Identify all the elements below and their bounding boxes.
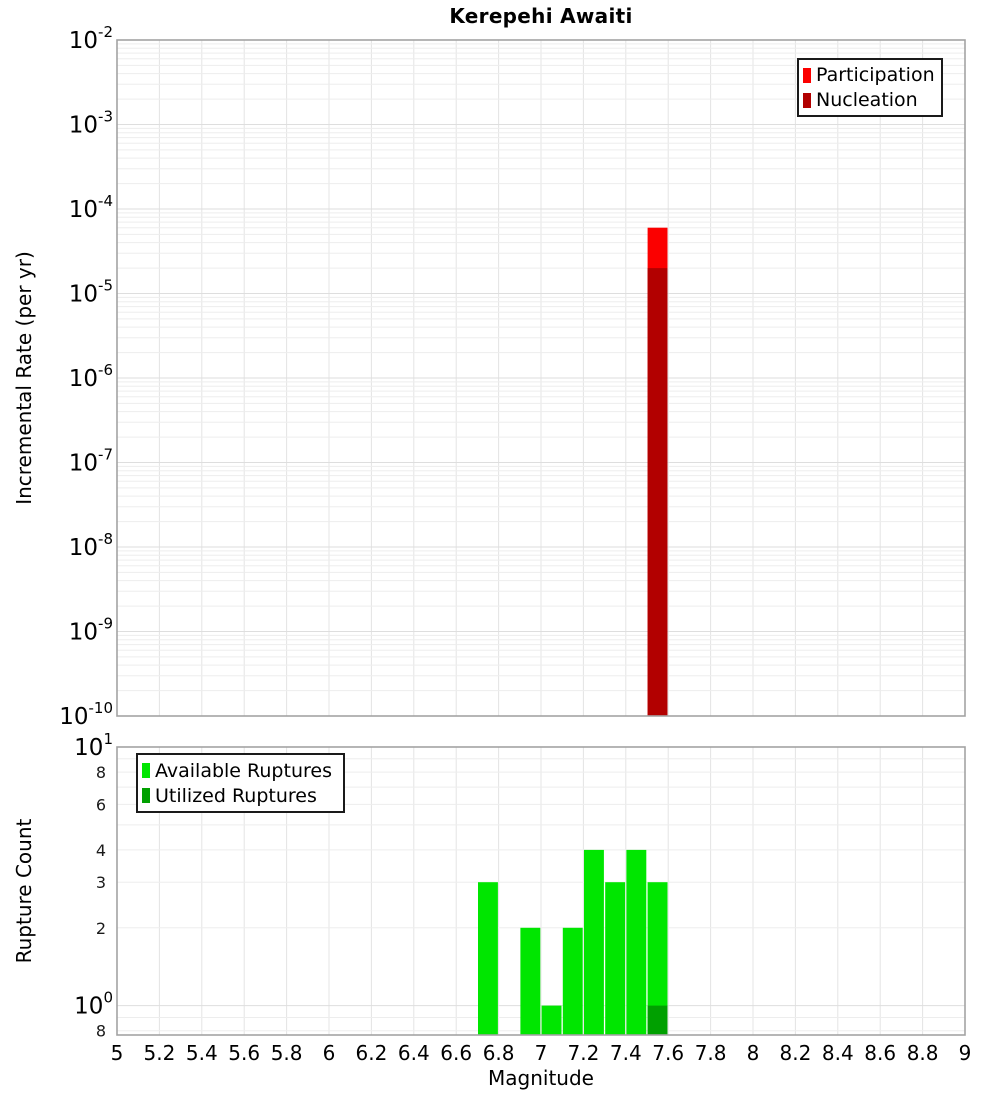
svg-text:101: $10^1$ [74, 730, 113, 761]
svg-text:10-4: $10^{-4}$ [68, 192, 113, 223]
legend-item-nucleation [803, 89, 937, 111]
svg-text:5.4: 5.4 [185, 1041, 218, 1065]
svg-text:6: 6 [95, 795, 106, 815]
svg-text:6: 6 [322, 1041, 336, 1065]
svg-text:6.2: 6.2 [355, 1041, 388, 1065]
svg-text:7.6: 7.6 [652, 1041, 685, 1065]
utilized-ruptures-swatch-icon [142, 788, 150, 803]
svg-text:7.2: 7.2 [567, 1041, 600, 1065]
svg-text:5.8: 5.8 [270, 1041, 303, 1065]
svg-text:10-3: $10^{-3}$ [68, 107, 113, 139]
svg-text:8: 8 [95, 763, 106, 783]
svg-text:8.2: 8.2 [779, 1041, 812, 1065]
svg-text:3: 3 [95, 873, 106, 893]
nucleation-swatch-icon [803, 93, 811, 108]
participation-swatch-icon [803, 68, 811, 83]
legend-item-utilized-ruptures [142, 785, 339, 807]
top-y-axis-label: Incremental Rate (per yr) [12, 251, 36, 505]
svg-text:10-9: $10^{-9}$ [68, 614, 113, 646]
svg-text:7: 7 [534, 1041, 548, 1065]
svg-text:9: 9 [958, 1041, 972, 1065]
svg-text:5: 5 [110, 1041, 124, 1065]
legend-item-participation [803, 64, 937, 86]
svg-text:100: $10^0$ [74, 988, 113, 1020]
svg-text:6.4: 6.4 [397, 1041, 430, 1065]
svg-text:10-7: $10^{-7}$ [68, 445, 113, 477]
legend-item-available-ruptures [142, 760, 339, 782]
svg-text:6.8: 6.8 [482, 1041, 515, 1065]
legend-bottom-panel [136, 753, 345, 813]
svg-text:8.4: 8.4 [821, 1041, 854, 1065]
svg-text:2: 2 [95, 918, 106, 938]
svg-text:7.8: 7.8 [694, 1041, 727, 1065]
svg-text:6.6: 6.6 [440, 1041, 473, 1065]
x-axis-label: Magnitude [488, 1066, 594, 1090]
legend-label: Available Ruptures [155, 759, 332, 782]
svg-text:10-5: $10^{-5}$ [68, 276, 113, 308]
svg-text:8.6: 8.6 [864, 1041, 897, 1065]
svg-text:10-8: $10^{-8}$ [68, 530, 113, 561]
svg-text:10-10: $10^{-10}$ [59, 699, 113, 730]
legend-label: Nucleation [816, 89, 918, 111]
page-title: Kerepehi Awaiti [449, 4, 633, 28]
legend-label: Utilized Ruptures [155, 784, 317, 807]
svg-text:10-2: $10^{-2}$ [68, 23, 113, 54]
svg-text:8: 8 [95, 1021, 106, 1041]
svg-text:5.6: 5.6 [228, 1041, 261, 1065]
svg-text:8: 8 [746, 1041, 760, 1065]
available-ruptures-swatch-icon [142, 763, 150, 778]
legend-label: Participation [816, 64, 935, 86]
svg-text:5.2: 5.2 [143, 1041, 176, 1065]
legend-top-panel [797, 58, 943, 117]
svg-text:4: 4 [95, 840, 106, 860]
svg-text:7.4: 7.4 [609, 1041, 642, 1065]
bottom-y-axis-label: Rupture Count [12, 818, 36, 964]
svg-text:8.8: 8.8 [906, 1041, 939, 1065]
svg-text:10-6: $10^{-6}$ [68, 361, 113, 392]
